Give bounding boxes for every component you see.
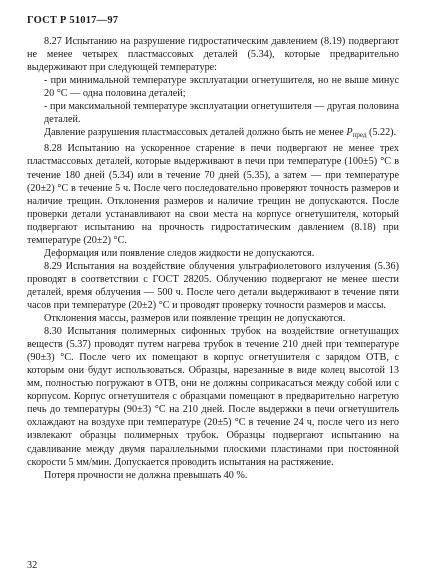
bullet-min-temperature: - при минимальной температуре эксплуатации огнетушителя, но не выше минус 20 °С — одна половина деталей; [44, 75, 399, 100]
paragraph-burst-pressure [27, 126, 399, 142]
burst-pressure-text: Давление разрушения пластмассовых деталей должно быть не менее [44, 127, 347, 139]
paragraph-8-27: 8.27 Испытанию на разрушение гидростатическим давлением (8.19) подвергают не менее четырех пластмассовых деталей (5.34), которые предварительно выдерживают при следующей температуре: [27, 36, 399, 74]
paragraph-8-28: 8.28 Испытанию на ускоренное старение в печи подвергают не менее трех пластмассовых деталей, которые выдерживают в печи при температуре (100±5) °С в течение 180 дней (5.34) или в течение 70 дней (5.35), а затем — при температуре (20±2) °С в течение 5 ч. После чего последовательно проверяют точность размеров и наличие трещин. Отклонения размеров и наличие трещин не допускаются. После проверки детали устанавливают на свои места на корпусе огнетушителя, который подвергают испытанию на прочность гидростатическим давлением (8.18) при температуре (20±2) °С. [27, 143, 399, 246]
document-header: ГОСТ Р 51017—97 [27, 15, 119, 26]
pressure-reference: (5.22). [366, 127, 397, 139]
paragraph-mass-deviation: Отклонения массы, размеров или появление трещин не допускаются. [44, 313, 346, 325]
paragraph-strength-loss: Потеря прочности не должна превышать 40 %. [44, 469, 248, 481]
page-number: 32 [27, 560, 38, 571]
bullet-max-temperature: - при максимальной температуре эксплуатации огнетушителя — другая половина деталей. [44, 101, 399, 126]
paragraph-8-30: 8.30 Испытания полимерных сифонных трубок на воздействие огнетушащих веществ (5.37) проводят путем нагрева трубок в течение 210 дней при температуре (90±3) °С. После чего их помещают в корпус огнетушителя с зарядом ОТВ, с которым они будут использоваться. Образцы, нарезанные в виде колец высотой 13 мм, полностью погружают в ОТВ, они не должны соприкасаться между собой или с корпусом. Корпус огнетушителя с образцами помещают в предварительно нагретую печь до температуры (90±3) °С на 210 дней. После выдержки в печи огнетушитель охлаждают на воздухе при температуре (20±5) °С в течение 24 ч, после чего из него извлекают образцы полимерных трубок. Образцы подвергают испытанию на сдавливание между двумя параллельными плоскими пластинами при постоянной скорости 5 мм/мин. Допускается проводить испытания на растяжение. [27, 326, 399, 468]
paragraph-deformation: Деформация или появление следов жидкости не допускаются. [44, 247, 315, 259]
pressure-symbol: P [346, 127, 353, 139]
pressure-subscript: пред [352, 131, 367, 140]
paragraph-8-29: 8.29 Испытания на воздействие облучения ультрафиолетового излучения (5.36) проводят в соответствии с ГОСТ 28205. Облучению подвергают не менее шести деталей, время облучения — 500 ч. После чего детали выдерживают в течение пяти часов при температуре (20±2) °С и проводят проверку точности размеров и массы. [27, 260, 399, 311]
